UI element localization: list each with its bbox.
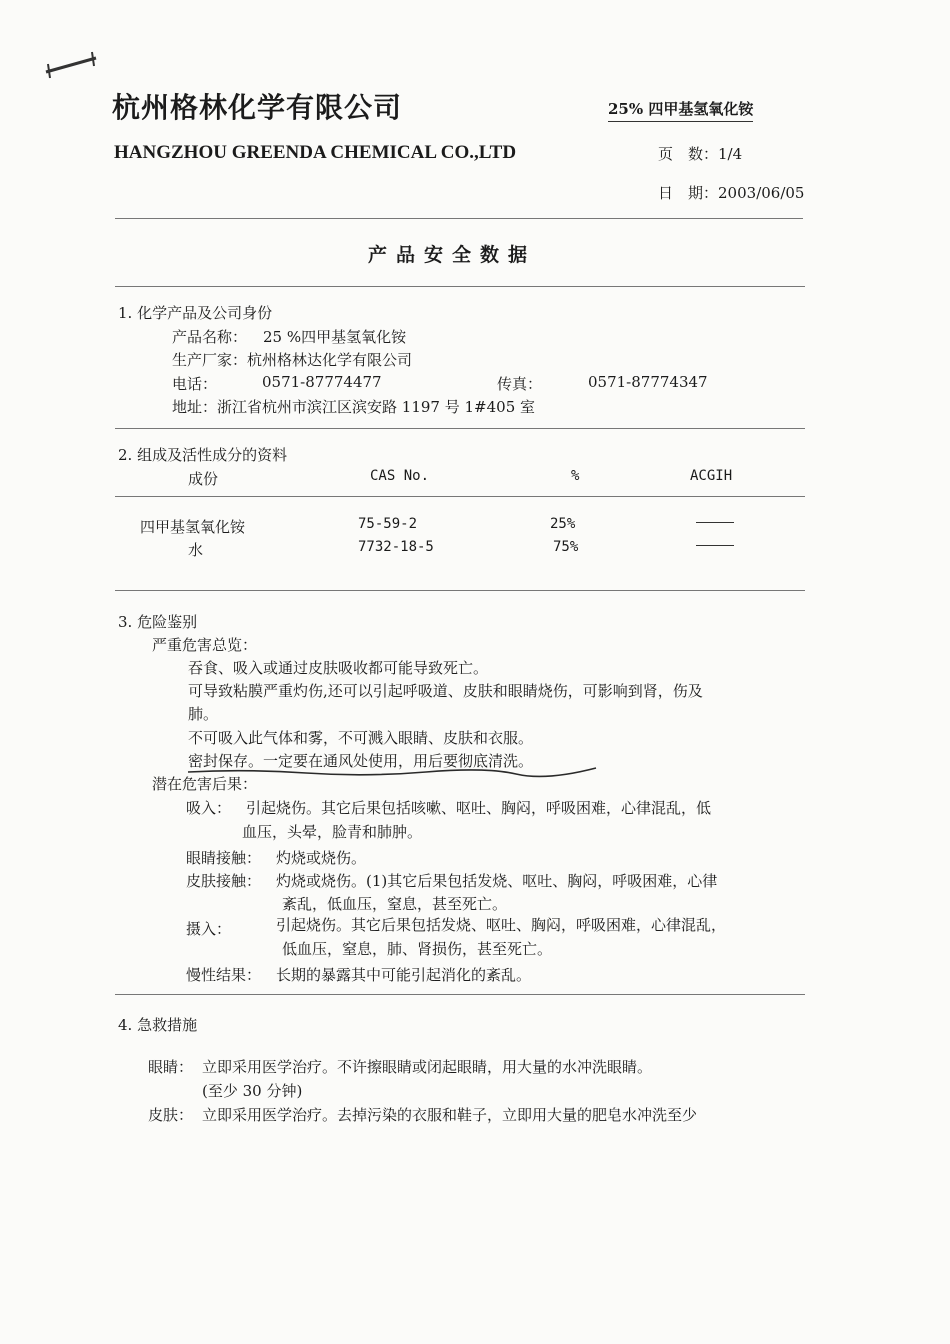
table-row-cas: 7732-18-5 bbox=[358, 539, 434, 555]
divider bbox=[115, 286, 805, 287]
column-header-acgih: ACGIH bbox=[690, 468, 733, 484]
table-divider bbox=[115, 496, 805, 497]
divider bbox=[115, 428, 805, 429]
page-value: 1/4 bbox=[718, 145, 743, 163]
table-row-percent: 75% bbox=[553, 539, 579, 555]
chronic-label: 慢性结果： bbox=[186, 966, 262, 984]
ingestion-label: 摄入： bbox=[186, 920, 232, 938]
fax-value: 0571-87774347 bbox=[588, 373, 708, 391]
column-header-cas: CAS No. bbox=[370, 468, 430, 484]
divider bbox=[115, 218, 803, 219]
date-label: 日 期： bbox=[658, 184, 719, 202]
table-row-acgih-dash bbox=[696, 522, 734, 523]
company-name-cn: 杭州格林化学有限公司 bbox=[112, 91, 403, 124]
page-label: 页 数： bbox=[658, 145, 719, 163]
hazard-overview-label: 严重危害总览： bbox=[152, 636, 258, 654]
column-header-ingredient: 成份 bbox=[188, 470, 219, 488]
eye-contact-text: 灼烧或烧伤。 bbox=[276, 849, 367, 867]
section-2-heading: 2. 组成及活性成分的资料 bbox=[118, 446, 288, 464]
skin-contact-line: 紊乱，低血压，窒息，甚至死亡。 bbox=[282, 895, 508, 913]
section-4-heading: 4. 急救措施 bbox=[118, 1016, 198, 1034]
hazard-overview-line: 吞食、吸入或通过皮肤吸收都可能导致死亡。 bbox=[188, 659, 489, 677]
potential-hazard-label: 潜在危害后果： bbox=[152, 775, 258, 793]
address-label: 地址： bbox=[172, 398, 218, 416]
skin-contact-label: 皮肤接触： bbox=[186, 872, 262, 890]
hazard-overview-line: 肺。 bbox=[188, 705, 219, 723]
table-row-cas: 75-59-2 bbox=[358, 516, 418, 532]
hazard-overview-line: 不可吸入此气体和雾，不可溅入眼睛、皮肤和衣服。 bbox=[188, 729, 534, 747]
eye-contact-label: 眼睛接触： bbox=[186, 849, 262, 867]
divider bbox=[115, 590, 805, 591]
manufacturer-label: 生产厂家： bbox=[172, 351, 248, 369]
company-name-en: HANGZHOU GREENDA CHEMICAL CO.,LTD bbox=[114, 142, 517, 163]
manufacturer-value: 杭州格林达化学有限公司 bbox=[247, 351, 413, 369]
doc-date bbox=[658, 182, 804, 203]
inhale-label: 吸入： bbox=[186, 799, 232, 817]
table-row-name: 四甲基氢氧化铵 bbox=[140, 518, 246, 536]
first-aid-eyes-label: 眼睛： bbox=[148, 1058, 194, 1076]
section-1-heading: 1. 化学产品及公司身份 bbox=[118, 304, 273, 322]
product-name-label: 产品名称： bbox=[172, 328, 248, 346]
inhale-line: 引起烧伤。其它后果包括咳嗽、呕吐、胸闷，呼吸困难，心律混乱，低 bbox=[246, 799, 712, 817]
product-tag: 25% 四甲基氢氧化铵 bbox=[608, 98, 753, 122]
first-aid-skin-label: 皮肤： bbox=[148, 1106, 194, 1124]
ingestion-line: 引起烧伤。其它后果包括发烧、呕吐、胸闷，呼吸困难，心律混乱， bbox=[276, 916, 727, 934]
column-header-percent: % bbox=[571, 468, 580, 484]
skin-contact-line: 灼烧或烧伤。(1)其它后果包括发烧、呕吐、胸闷，呼吸困难，心律 bbox=[276, 872, 718, 890]
page-title: 产品安全数据 bbox=[368, 244, 537, 266]
phone-label: 电话： bbox=[172, 375, 218, 393]
ingestion-line: 低血压，窒息，肺、肾损伤，甚至死亡。 bbox=[282, 940, 553, 958]
table-row-percent: 25% bbox=[550, 516, 576, 532]
inhale-line: 血压，头晕，脸青和肺肿。 bbox=[242, 823, 423, 841]
address-value: 浙江省杭州市滨江区滨安路 1197 号 1#405 室 bbox=[217, 398, 536, 416]
page-number bbox=[658, 143, 742, 164]
divider bbox=[115, 994, 805, 995]
manufacturer-row bbox=[172, 349, 412, 370]
phone-value: 0571-87774477 bbox=[262, 373, 382, 391]
first-aid-skin-line: 立即采用医学治疗。去掉污染的衣服和鞋子，立即用大量的肥皂水冲洗至少 bbox=[202, 1106, 698, 1124]
section-3-heading: 3. 危险鉴别 bbox=[118, 613, 198, 631]
product-name-value: 25 %四甲基氢氧化铵 bbox=[263, 328, 407, 346]
first-aid-eyes-line: (至少 30 分钟) bbox=[202, 1082, 303, 1100]
staple-mark bbox=[42, 48, 102, 82]
date-value: 2003/06/05 bbox=[718, 184, 805, 202]
fax-label: 传真： bbox=[497, 375, 543, 393]
hazard-overview-line: 密封保存。一定要在通风处使用，用后要彻底清洗。 bbox=[188, 752, 534, 770]
table-row-name: 水 bbox=[188, 541, 204, 559]
hazard-overview-line: 可导致粘膜严重灼伤,还可以引起呼吸道、皮肤和眼睛烧伤，可影响到肾，伤及 bbox=[188, 682, 703, 700]
table-row-acgih-dash bbox=[696, 545, 734, 546]
first-aid-eyes-line: 立即采用医学治疗。不许擦眼睛或闭起眼睛，用大量的水冲洗眼睛。 bbox=[202, 1058, 653, 1076]
address-row bbox=[172, 396, 535, 417]
chronic-text: 长期的暴露其中可能引起消化的紊乱。 bbox=[276, 966, 532, 984]
product-name-row bbox=[172, 326, 406, 347]
